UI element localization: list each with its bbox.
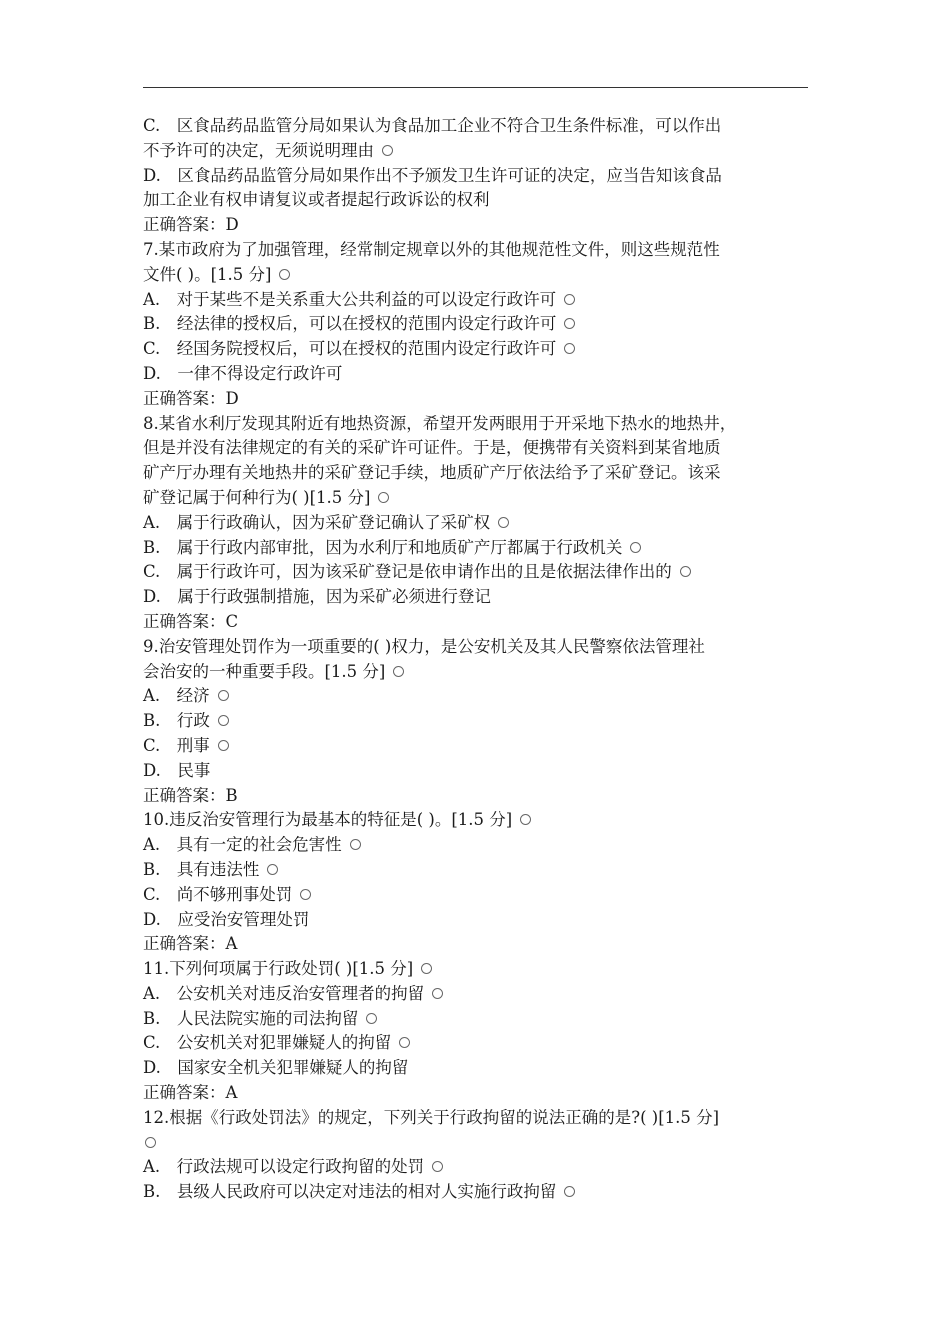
text-line [143,213,813,238]
radio-option-icon[interactable] [564,318,575,329]
radio-option-icon[interactable] [564,1186,575,1197]
text-line [143,1106,813,1131]
line-text: 会治安的一种重要手段。[1.5 分] [143,661,386,681]
line-text: D. 区食品药品监管分局如果作出不予颁发卫生许可证的决定，应当告知该食品 [143,165,722,185]
radio-option-icon[interactable] [350,839,361,850]
radio-option-icon[interactable] [218,715,229,726]
radio-option-icon[interactable] [279,269,290,280]
radio-option-icon[interactable] [564,294,575,305]
text-line [143,486,813,511]
text-line [143,337,813,362]
text-line [143,957,813,982]
question-list [143,114,813,1205]
line-text: 8.某省水利厅发现其附近有地热资源，希望开发两眼用于开采地下热水的地热井， [143,413,737,433]
text-line [143,808,813,833]
text-line [143,139,813,164]
line-text: A. 具有一定的社会危害性 [143,835,342,855]
text-line [143,288,813,313]
line-text: 矿产厅办理有关地热井的采矿登记手续，地质矿产厅依法给予了采矿登记。该采 [143,463,721,483]
line-text: D. 一律不得设定行政许可 [143,363,343,383]
text-line [143,883,813,908]
line-text: C. 属于行政许可，因为该采矿登记是依申请作出的且是依据法律作出的 [143,562,672,582]
line-text: A. 公安机关对违反治安管理者的拘留 [143,983,425,1003]
radio-option-icon[interactable] [498,517,509,528]
line-text: C. 刑事 [143,735,210,755]
radio-option-icon[interactable] [520,814,531,825]
line-text: 10.违反治安管理行为最基本的特征是( )。[1.5 分] [143,810,513,830]
radio-option-icon[interactable] [300,889,311,900]
radio-option-icon[interactable] [145,1137,156,1148]
line-text: B. 经法律的授权后，可以在授权的范围内设定行政许可 [143,314,557,334]
line-text: A. 经济 [143,686,210,706]
text-line [143,536,813,561]
line-text: D. 国家安全机关犯罪嫌疑人的拘留 [143,1058,409,1078]
text-line [143,982,813,1007]
text-line [143,511,813,536]
text-line [143,759,813,784]
line-text: 正确答案：A [143,934,238,954]
text-line [143,709,813,734]
text-line [143,1007,813,1032]
line-text: C. 公安机关对犯罪嫌疑人的拘留 [143,1033,392,1053]
radio-option-icon[interactable] [378,492,389,503]
radio-option-icon[interactable] [218,690,229,701]
text-line [143,1081,813,1106]
radio-option-icon[interactable] [564,343,575,354]
line-text: 矿登记属于何种行为( )[1.5 分] [143,487,371,507]
radio-option-icon[interactable] [399,1037,410,1048]
line-text: B. 属于行政内部审批，因为水利厅和地质矿产厅都属于行政机关 [143,537,623,557]
text-line [143,908,813,933]
line-text: 正确答案：A [143,1083,238,1103]
radio-option-icon[interactable] [432,1161,443,1172]
line-text: C. 经国务院授权后，可以在授权的范围内设定行政许可 [143,339,557,359]
radio-option-icon[interactable] [421,963,432,974]
line-text: A. 行政法规可以设定行政拘留的处罚 [143,1157,425,1177]
line-text: C. 尚不够刑事处罚 [143,884,293,904]
text-line [143,1180,813,1205]
line-text: D. 属于行政强制措施，因为采矿必须进行登记 [143,587,491,607]
radio-option-icon[interactable] [680,566,691,577]
line-text: 但是并没有法律规定的有关的采矿许可证件。于是，便携带有关资料到某省地质 [143,438,721,458]
radio-option-icon[interactable] [267,864,278,875]
line-text: 9.治安管理处罚作为一项重要的( )权力，是公安机关及其人民警察依法管理社 [143,636,705,656]
text-line [143,932,813,957]
radio-option-icon[interactable] [393,666,404,677]
radio-option-icon[interactable] [366,1013,377,1024]
text-line [143,734,813,759]
line-text: 正确答案：D [143,388,239,408]
line-text: B. 行政 [143,711,210,731]
text-line [143,635,813,660]
text-line [143,412,813,437]
radio-option-icon[interactable] [218,740,229,751]
text-line [143,461,813,486]
line-text: D. 民事 [143,760,211,780]
line-text: 不予许可的决定，无须说明理由 [143,140,374,160]
line-text: 7.某市政府为了加强管理，经常制定规章以外的其他规范性文件，则这些规范性 [143,239,720,259]
text-line [143,610,813,635]
text-line [143,660,813,685]
text-line [143,387,813,412]
text-line [143,263,813,288]
text-line [143,784,813,809]
header-divider [143,87,808,88]
text-line [143,833,813,858]
line-text: D. 应受治安管理处罚 [143,909,310,929]
text-line [143,164,813,189]
radio-option-icon[interactable] [382,145,393,156]
text-line [143,1155,813,1180]
text-line [143,436,813,461]
radio-option-icon[interactable] [630,542,641,553]
line-text: C. 区食品药品监管分局如果认为食品加工企业不符合卫生条件标准，可以作出 [143,116,722,135]
line-text: 加工企业有权申请复议或者提起行政诉讼的权利 [143,190,490,210]
line-text: B. 县级人民政府可以决定对违法的相对人实施行政拘留 [143,1182,557,1202]
line-text: 12.根据《行政处罚法》的规定，下列关于行政拘留的说法正确的是?( )[1.5 分] [143,1107,720,1127]
text-line [143,858,813,883]
text-line [143,312,813,337]
line-text: 文件( )。[1.5 分] [143,264,272,284]
radio-option-icon[interactable] [432,988,443,999]
text-line [143,684,813,709]
line-text: 11.下列何项属于行政处罚( )[1.5 分] [143,959,414,979]
text-line [143,188,813,213]
text-line [143,1056,813,1081]
line-text: 正确答案：D [143,215,239,235]
line-text: B. 具有违法性 [143,859,260,879]
line-text: 正确答案：B [143,785,238,805]
text-line [143,560,813,585]
text-line [143,362,813,387]
line-text: A. 对于某些不是关系重大公共利益的可以设定行政许可 [143,289,557,309]
line-text: B. 人民法院实施的司法拘留 [143,1008,359,1028]
text-line [143,585,813,610]
line-text: A. 属于行政确认，因为采矿登记确认了采矿权 [143,512,491,532]
line-text: 正确答案：C [143,611,239,631]
text-line [143,238,813,263]
text-line [143,1031,813,1056]
text-line [143,114,813,139]
text-line [143,1131,813,1156]
